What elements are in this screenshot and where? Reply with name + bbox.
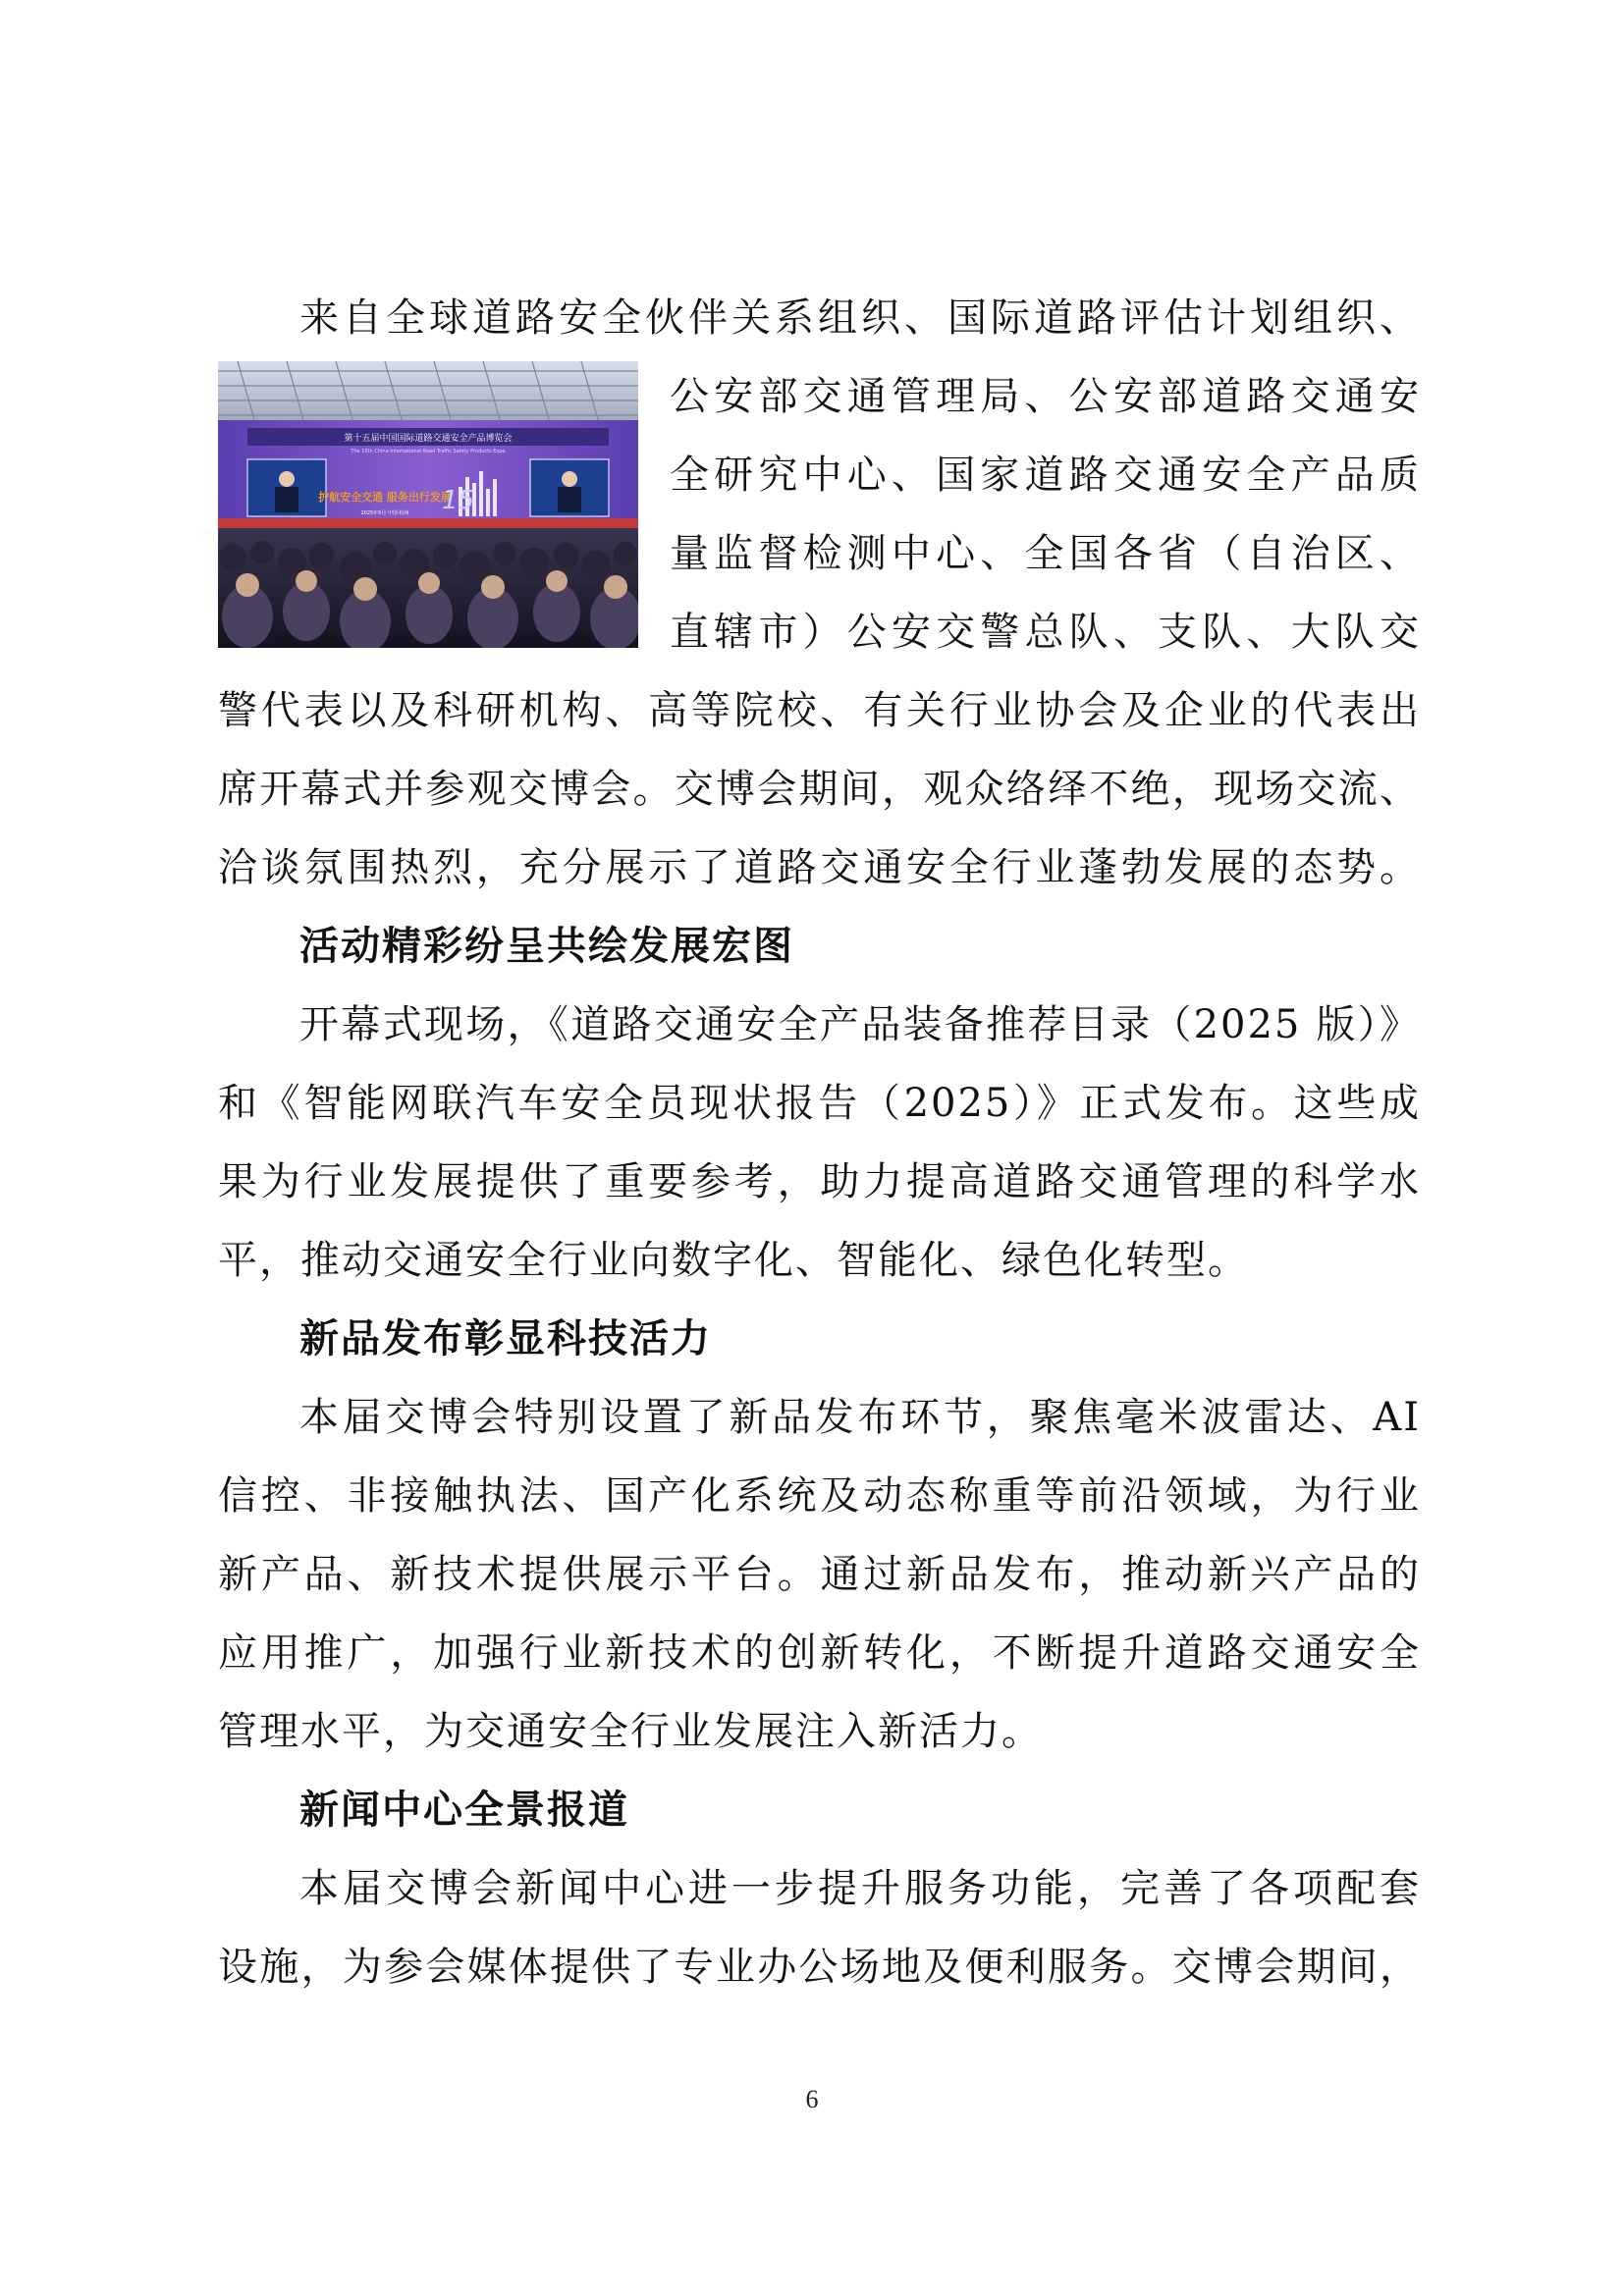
paragraph-line: 应用推广，加强行业新技术的创新转化，不断提升道路交通安全	[218, 1630, 1421, 1676]
paragraph-line: 公安部交通管理局、公安部道路交通安	[670, 374, 1421, 419]
paragraph-line: 来自全球道路安全伙伴关系组织、国际道路评估计划组织、	[299, 295, 1421, 341]
photo-banner-subtitle: The 15th China International Road Traffic Safety Products Expo	[351, 449, 506, 454]
section-heading: 新品发布彰显科技活力	[299, 1316, 712, 1362]
paragraph-line: 平，推动交通安全行业向数字化、智能化、绿色化转型。	[218, 1238, 1249, 1283]
expo-opening-photo	[218, 361, 638, 648]
paragraph-line: 信控、非接触执法、国产化系统及动态称重等前沿领域，为行业	[218, 1473, 1421, 1519]
photo-date: 2025年5月 中国·杭州	[360, 510, 409, 516]
paragraph-line: 警代表以及科研机构、高等院校、有关行业协会及企业的代表出	[218, 688, 1421, 733]
photo-slogan: 护航安全交通 服务出行发展	[318, 491, 452, 504]
paragraph-line: 量监督检测中心、全国各省（自治区、	[670, 531, 1421, 576]
paragraph-line: 设施，为参会媒体提供了专业办公场地及便利服务。交博会期间，	[218, 1945, 1421, 1990]
paragraph-line: 开幕式现场，《道路交通安全产品装备推荐目录（2025 版）》	[299, 1002, 1421, 1047]
photo-banner-title: 第十五届中国国际道路交通安全产品博览会	[344, 434, 513, 444]
paragraph-line: 果为行业发展提供了重要参考，助力提高道路交通管理的科学水	[218, 1159, 1421, 1204]
section-heading: 新闻中心全景报道	[299, 1788, 629, 1833]
section-heading: 活动精彩纷呈共绘发展宏图	[299, 924, 794, 969]
paragraph-line: 新产品、新技术提供展示平台。通过新品发布，推动新兴产品的	[218, 1552, 1421, 1597]
svg-text:15: 15	[442, 486, 475, 515]
paragraph-line: 全研究中心、国家道路交通安全产品质	[670, 453, 1421, 498]
page-number: 6	[805, 2085, 819, 2113]
paragraph-line: 席开幕式并参观交博会。交博会期间，观众络绎不绝，现场交流、	[218, 767, 1421, 812]
paragraph-line: 洽谈氛围热烈，充分展示了道路交通安全行业蓬勃发展的态势。	[218, 845, 1421, 890]
paragraph-line: 本届交博会特别设置了新品发布环节，聚焦毫米波雷达、AI	[299, 1395, 1421, 1440]
paragraph-line: 管理水平，为交通安全行业发展注入新活力。	[218, 1709, 1043, 1754]
paragraph-line: 和《智能网联汽车安全员现状报告（2025）》正式发布。这些成	[218, 1081, 1421, 1126]
paragraph-line: 本届交博会新闻中心进一步提升服务功能，完善了各项配套	[299, 1866, 1421, 1911]
paragraph-line: 直辖市）公安交警总队、支队、大队交	[670, 610, 1421, 655]
